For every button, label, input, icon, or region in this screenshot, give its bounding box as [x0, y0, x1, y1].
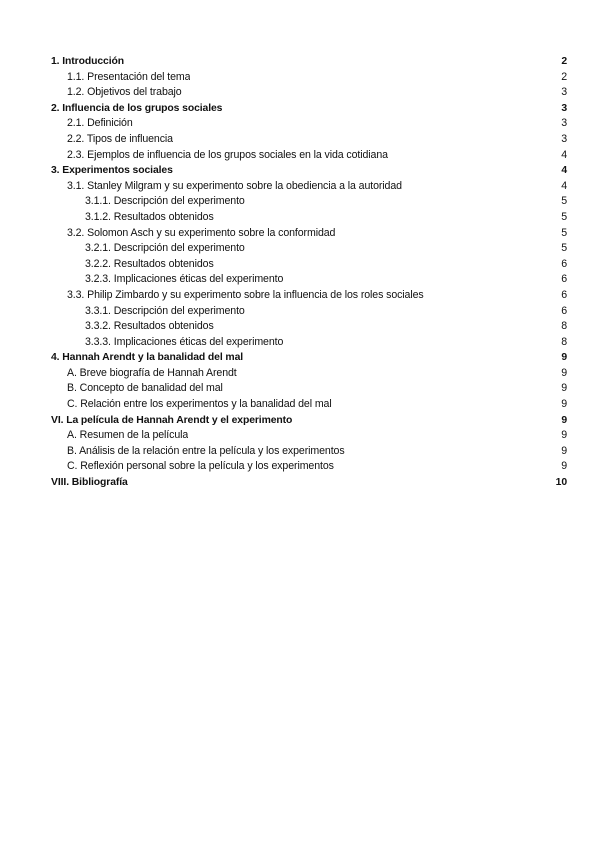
toc-entry-title: 1.2. Objetivos del trabajo — [67, 86, 182, 99]
toc-entry-page-number: 9 — [561, 460, 567, 473]
toc-entry-title: 3.1. Stanley Milgram y su experimento sobre la obediencia a la autoridad — [67, 179, 402, 192]
toc-subsubsection-entry[interactable] — [51, 272, 567, 288]
toc-entry-title: A. Resumen de la película — [67, 429, 189, 442]
toc-subsection-entry[interactable] — [51, 366, 567, 382]
toc-entry-title: VI. La película de Hannah Arendt y el experimento — [51, 414, 293, 426]
toc-entry-page-number: 6 — [561, 257, 567, 270]
toc-entry-title: 3.3.3. Implicaciones éticas del experimento — [85, 335, 284, 348]
toc-entry-page-number: 5 — [561, 210, 567, 223]
toc-subsection-entry[interactable] — [51, 148, 567, 164]
toc-section-entry[interactable] — [51, 101, 567, 117]
toc-entry-page-number: 9 — [561, 352, 567, 364]
toc-section-entry[interactable] — [51, 475, 567, 491]
toc-entry-page-number: 6 — [561, 288, 567, 301]
toc-entry-page-number: 6 — [561, 304, 567, 317]
toc-entry-page-number: 9 — [561, 444, 567, 457]
toc-entry-page-number: 2 — [561, 56, 567, 67]
toc-entry-page-number: 8 — [561, 320, 567, 333]
toc-subsubsection-entry[interactable] — [51, 194, 567, 210]
toc-entry-title: 2.3. Ejemplos de influencia de los grupos sociales en la vida cotidiana — [67, 148, 388, 161]
toc-entry-title: 4. Hannah Arendt y la banalidad del mal — [51, 352, 244, 364]
toc-subsection-entry[interactable] — [51, 85, 567, 101]
toc-section-entry[interactable] — [51, 163, 567, 179]
toc-entry-page-number: 4 — [561, 165, 567, 177]
toc-entry-title: B. Concepto de banalidad del mal — [67, 382, 223, 395]
toc-subsection-entry[interactable] — [51, 459, 567, 475]
toc-entry-page-number: 5 — [561, 226, 567, 239]
toc-entry-page-number: 3 — [561, 102, 567, 114]
toc-entry-page-number: 9 — [561, 414, 567, 426]
toc-entry-title: B. Análisis de la relación entre la película y los experimentos — [67, 444, 345, 457]
toc-subsection-entry[interactable] — [51, 179, 567, 195]
toc-entry-page-number: 4 — [561, 179, 567, 192]
toc-entry-title: C. Relación entre los experimentos y la banalidad del mal — [67, 398, 332, 411]
toc-entry-title: 3. Experimentos sociales — [51, 165, 173, 177]
toc-section-entry[interactable] — [51, 350, 567, 366]
toc-entry-title: 3.3.2. Resultados obtenidos — [85, 320, 214, 333]
toc-subsection-entry[interactable] — [51, 226, 567, 242]
toc-subsubsection-entry[interactable] — [51, 210, 567, 226]
toc-subsubsection-entry[interactable] — [51, 335, 567, 351]
toc-subsubsection-entry[interactable] — [51, 241, 567, 257]
toc-entry-page-number: 9 — [561, 398, 567, 411]
toc-entry-title: 3.3. Philip Zimbardo y su experimento sobre la influencia de los roles sociales — [67, 288, 424, 301]
toc-subsection-entry[interactable] — [51, 397, 567, 413]
toc-entry-title: 3.3.1. Descripción del experimento — [85, 304, 245, 317]
toc-entry-page-number: 8 — [561, 335, 567, 348]
toc-entry-page-number: 10 — [555, 477, 567, 489]
toc-entry-title: 3.2.1. Descripción del experimento — [85, 242, 245, 255]
toc-section-entry[interactable] — [51, 54, 567, 70]
toc-subsection-entry[interactable] — [51, 116, 567, 132]
toc-entry-title: 3.2.3. Implicaciones éticas del experimento — [85, 273, 284, 286]
toc-section-entry[interactable] — [51, 413, 567, 429]
toc-subsubsection-entry[interactable] — [51, 257, 567, 273]
toc-entry-page-number: 5 — [561, 242, 567, 255]
toc-entry-page-number: 5 — [561, 195, 567, 208]
toc-entry-title: VIII. Bibliografía — [51, 477, 128, 489]
toc-entry-title: 3.2.2. Resultados obtenidos — [85, 257, 214, 270]
toc-entry-page-number: 6 — [561, 273, 567, 286]
toc-subsection-entry[interactable] — [51, 132, 567, 148]
toc-entry-title: 3.1.2. Resultados obtenidos — [85, 210, 214, 223]
toc-subsubsection-entry[interactable] — [51, 319, 567, 335]
toc-entry-page-number: 3 — [561, 132, 567, 145]
table-of-contents — [51, 54, 567, 491]
toc-entry-title: 2.1. Definición — [67, 117, 133, 130]
toc-subsection-entry[interactable] — [51, 381, 567, 397]
toc-subsection-entry[interactable] — [51, 444, 567, 460]
toc-entry-title: C. Reflexión personal sobre la película y los experimentos — [67, 460, 334, 473]
toc-entry-title: 2.2. Tipos de influencia — [67, 132, 173, 145]
toc-entry-title: A. Breve biografía de Hannah Arendt — [67, 366, 237, 379]
toc-subsection-entry[interactable] — [51, 70, 567, 86]
toc-subsection-entry[interactable] — [51, 288, 567, 304]
toc-entry-title: 1.1. Presentación del tema — [67, 70, 191, 83]
toc-entry-page-number: 3 — [561, 117, 567, 130]
toc-entry-page-number: 3 — [561, 86, 567, 99]
toc-entry-page-number: 9 — [561, 382, 567, 395]
toc-entry-title: 3.2. Solomon Asch y su experimento sobre la conformidad — [67, 226, 336, 239]
toc-entry-title: 3.1.1. Descripción del experimento — [85, 195, 245, 208]
toc-entry-page-number: 2 — [561, 70, 567, 83]
toc-entry-title: 2. Influencia de los grupos sociales — [51, 102, 223, 114]
toc-entry-page-number: 4 — [561, 148, 567, 161]
toc-entry-page-number: 9 — [561, 366, 567, 379]
toc-subsubsection-entry[interactable] — [51, 304, 567, 320]
toc-entry-page-number: 9 — [561, 429, 567, 442]
toc-subsection-entry[interactable] — [51, 428, 567, 444]
toc-entry-title: 1. Introducción — [51, 56, 124, 67]
